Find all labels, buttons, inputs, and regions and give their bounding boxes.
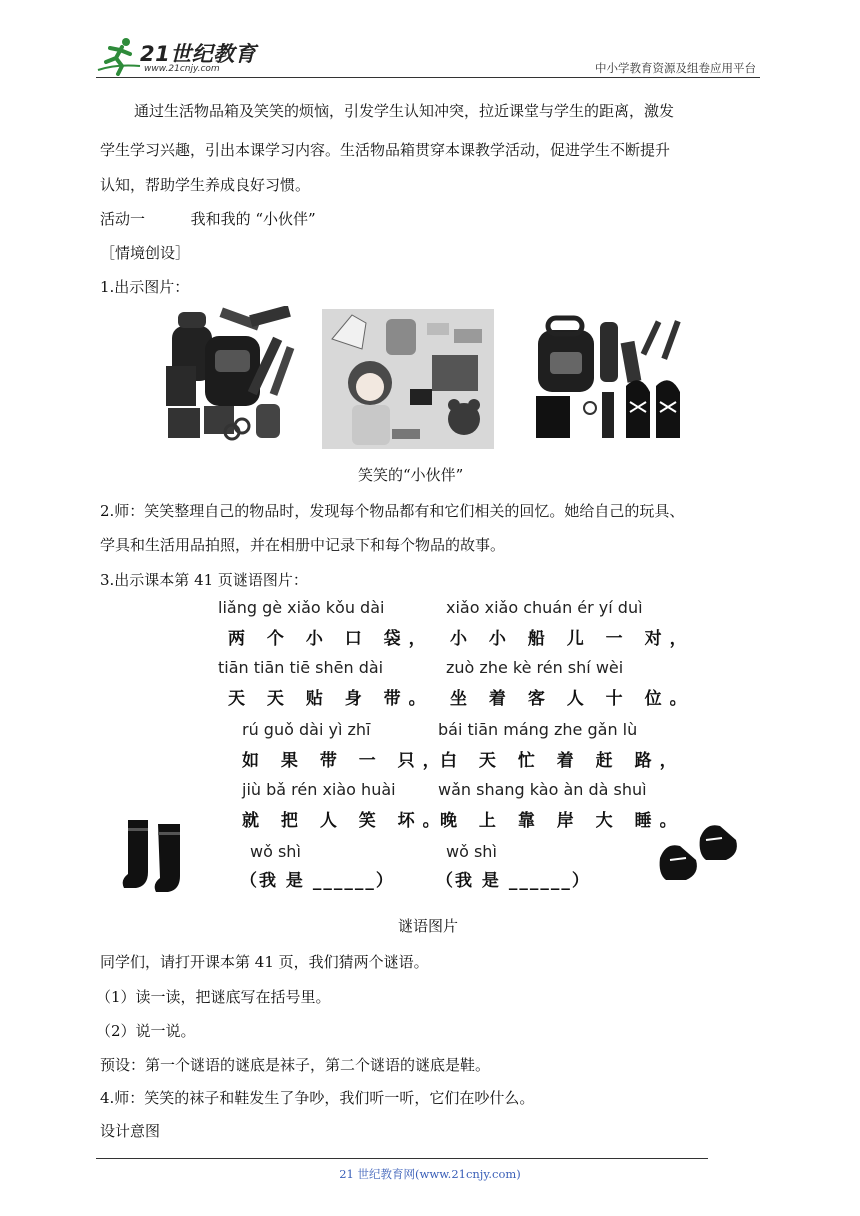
riddle-left-pinyin-1: liǎng gè xiǎo kǒu dài — [218, 598, 385, 617]
xiaoxiao-items-image — [322, 309, 494, 449]
footer-divider — [96, 1158, 708, 1159]
school-supplies-image — [160, 306, 305, 446]
riddle-right-line-3: 白 天 忙 着 赶 路， — [440, 751, 685, 771]
step-2-line-1: 2.师：笑笑整理自己的物品时，发现每个物品都有和它们相关的回忆。她给自己的玩具、 — [100, 502, 685, 520]
design-intent: 设计意图 — [100, 1122, 161, 1140]
riddle-left-line-4: 就 把 人 笑 坏。 — [242, 811, 448, 831]
riddle-left-line-1: 两 个 小 口 袋， — [228, 629, 434, 649]
image-caption-2: 谜语图片 — [398, 917, 459, 935]
platform-name: 中小学教育资源及组卷应用平台 — [595, 61, 756, 75]
activity-title: 我和我的 “小伙伴” — [190, 210, 316, 228]
step-4: 4.师：笑笑的袜子和鞋发生了争吵，我们听一听，它们在吵什么。 — [100, 1089, 535, 1107]
question-intro: 同学们，请打开课本第 41 页，我们猜两个谜语。 — [100, 953, 429, 971]
image-caption-1: 笑笑的“小伙伴” — [358, 466, 464, 484]
riddle-right-line-2: 坐 着 客 人 十 位。 — [450, 689, 695, 709]
riddle-right-pinyin-2: zuò zhe kè rén shí wèi — [446, 658, 624, 677]
footer-text: 21 世纪教育网(www.21cnjy.com) — [339, 1167, 521, 1181]
site-logo — [96, 36, 266, 78]
socks-icon — [118, 816, 198, 898]
intro-line-3: 认知，帮助学生养成良好习惯。 — [100, 176, 311, 194]
question-2: （2）说一说。 — [96, 1022, 196, 1040]
riddle-right-line-4: 晚 上 靠 岸 大 睡。 — [440, 811, 685, 831]
runner-logo-icon — [96, 36, 142, 76]
header-divider — [96, 77, 760, 78]
shoes-icon — [656, 818, 744, 890]
riddle-right-pinyin-1: xiǎo xiǎo chuán ér yí duì — [446, 598, 643, 617]
step-3: 3.出示课本第 41 页谜语图片： — [100, 571, 308, 589]
activity-label: 活动一 — [100, 210, 146, 228]
riddle-right-answer: （我 是 ______） — [436, 871, 591, 891]
intro-line-2: 学生学习兴趣，引出本课学习内容。生活物品箱贯穿本课教学活动，促进学生不断提升 — [100, 141, 671, 159]
riddle-left-answer: （我 是 ______） — [240, 871, 395, 891]
intro-line-1: 通过生活物品箱及笑笑的烦恼，引发学生认知冲突，拉近课堂与学生的距离，激发 — [134, 102, 675, 120]
step-1: 1.出示图片： — [100, 278, 190, 296]
riddle-right-pinyin-3: bái tiān máng zhe gǎn lù — [438, 720, 638, 739]
backpack-shoes-image — [530, 312, 695, 442]
riddle-left-pinyin-4: jiù bǎ rén xiào huài — [242, 780, 396, 799]
activity-heading — [100, 208, 316, 229]
riddle-right-pinyin-4: wǎn shang kào àn dà shuì — [438, 780, 647, 799]
riddle-left-pinyin-2: tiān tiān tiē shēn dài — [218, 658, 384, 677]
riddle-right-pinyin-5: wǒ shì — [446, 842, 497, 861]
page-header — [0, 0, 860, 80]
logo-text: 21世纪教育 — [140, 42, 257, 66]
riddle-left-line-3: 如 果 带 一 只， — [242, 751, 448, 771]
riddle-left-line-2: 天 天 贴 身 带。 — [228, 689, 434, 709]
riddle-left-pinyin-3: rú guǒ dài yì zhī — [242, 720, 371, 739]
riddle-right-line-1: 小 小 船 儿 一 对， — [450, 629, 695, 649]
riddle-left-pinyin-5: wǒ shì — [250, 842, 301, 861]
step-2-line-2: 学具和生活用品拍照，并在相册中记录下和每个物品的故事。 — [100, 536, 506, 554]
situation-label: ［情境创设］ — [100, 244, 191, 262]
preset-answer: 预设：第一个谜语的谜底是袜子，第二个谜语的谜底是鞋。 — [100, 1056, 491, 1074]
riddle-image — [210, 590, 695, 891]
question-1: （1）读一读，把谜底写在括号里。 — [96, 988, 331, 1006]
logo-url: www.21cnjy.com — [144, 64, 220, 74]
